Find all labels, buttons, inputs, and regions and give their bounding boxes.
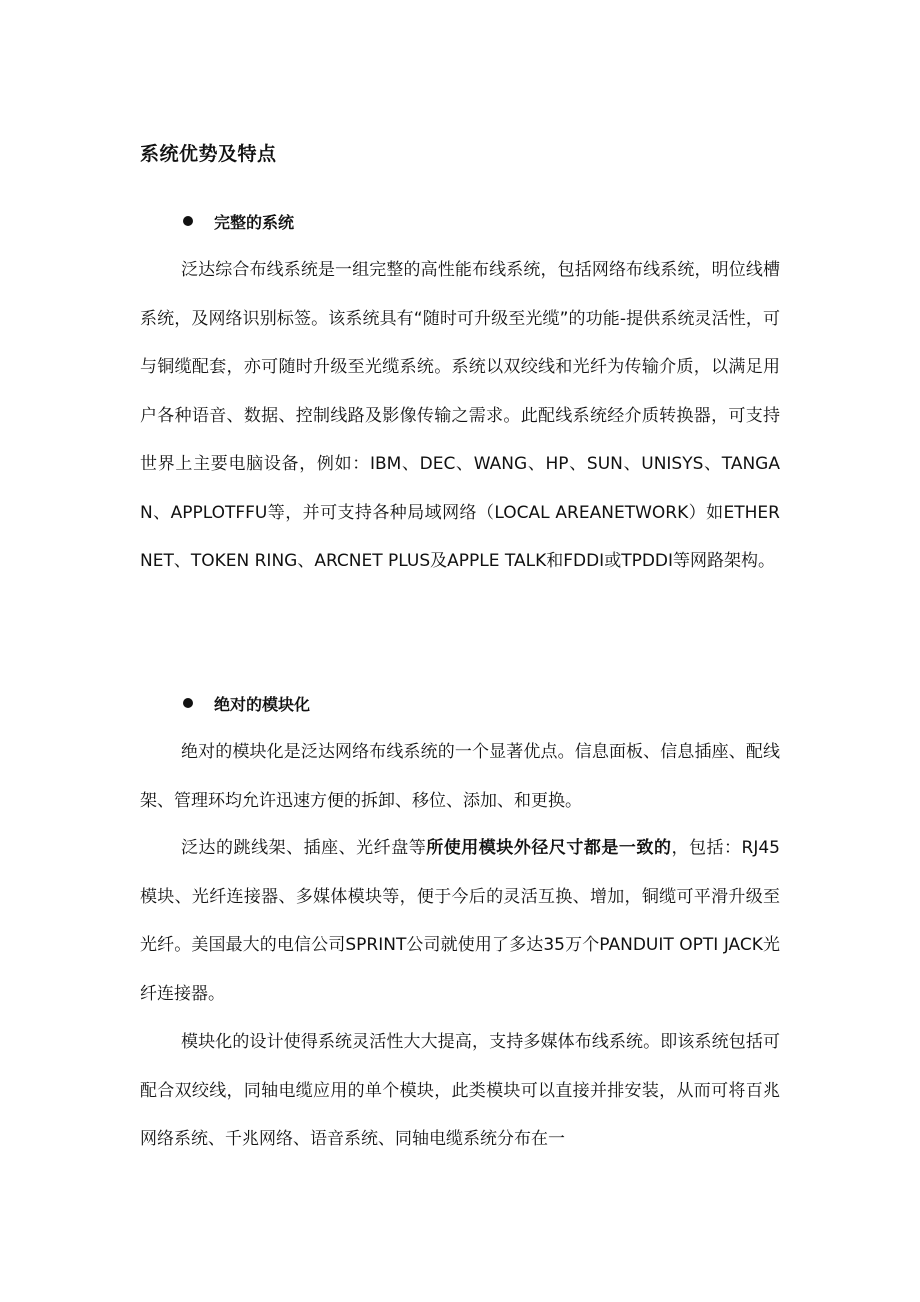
paragraph-modular-design: 模块化的设计使得系统灵活性大大提高，支持多媒体布线系统。即该系统包括可配合双绞线，同轴电缆应用的单个模块，此类模块可以直接并排安装，从而可将百兆网络系统、千兆网络、语音系统、同轴电缆系统分布在一 <box>140 1032 780 1149</box>
page-title: 系统优势及特点 <box>140 143 277 165</box>
section-title: 完整的系统 <box>214 212 295 232</box>
bullet-icon <box>183 698 193 708</box>
section-heading-modularity <box>183 691 310 715</box>
emphasized-text: 所使用模块外径尺寸都是一致的 <box>426 838 672 858</box>
paragraph-complete-system: 泛达综合布线系统是一组完整的高性能布线系统，包括网络布线系统，明位线槽系统，及网络识别标签。该系统具有“随时可升级至光缆”的功能-提供系统灵活性，可与铜缆配套，亦可随时升级至光缆系统。系统以双绞线和光纤为传输介质，以满足用户各种语音、数据、控制线路及影像传输之需求。此配线系统经介质转换器，可支持世界上主要电脑设备，例如：IBM、DEC、WANG、HP、SUN、UNISYS、TANGAN、APPLOTFFU等，并可支持各种局域网络（LOCAL AREANETWORK）如ETHERNET、TOKEN RING、ARCNET PLUS及APPLE TALK和FDDI或TPDDI等网路架构。 <box>140 260 780 571</box>
bullet-icon <box>183 216 193 226</box>
paragraph-module-dimensions <box>140 824 780 1018</box>
paragraph-text: 泛达的跳线架、插座、光纤盘等 <box>181 838 427 858</box>
paragraph-text: ，包括：RJ45模块、光纤连接器、多媒体模块等，便于今后的灵活互换、增加，铜缆可平滑升级至光纤。美国最大的电信公司SPRINT公司就使用了多达35万个PANDUIT OPTI JACK光纤连接器。 <box>140 838 780 1004</box>
section-heading-complete-system <box>183 209 294 233</box>
paragraph-modularity-intro: 绝对的模块化是泛达网络布线系统的一个显著优点。信息面板、信息插座、配线架、管理环均允许迅速方便的拆卸、移位、添加、和更换。 <box>140 742 780 811</box>
section-title: 绝对的模块化 <box>214 694 311 714</box>
